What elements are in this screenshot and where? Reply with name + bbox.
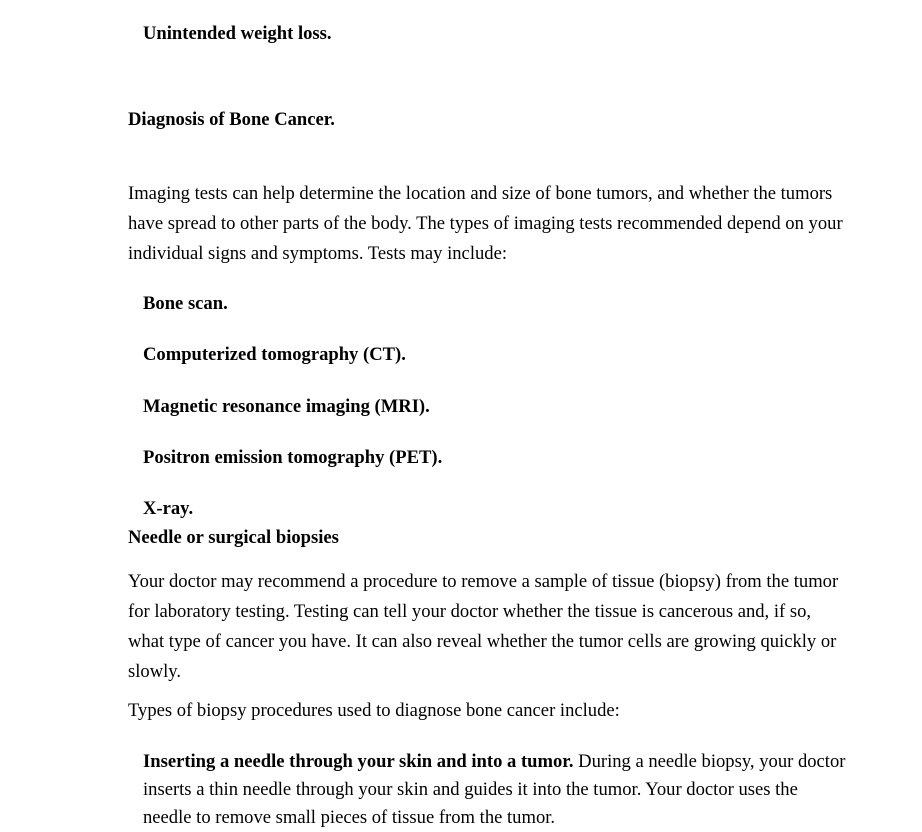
paragraph-line: individual signs and symptoms. Tests may include: [128, 243, 507, 264]
biopsy-item-line: inserts a thin needle through your skin and guides it into the tumor. Your doctor uses the [143, 779, 798, 800]
symptom-list-item: Unintended weight loss. [143, 23, 332, 44]
paragraph-line: slowly. [128, 661, 182, 682]
paragraph-line: for laboratory testing. Testing can tell your doctor whether the tissue is cancerous and, if so, [128, 601, 812, 622]
paragraph-line: Your doctor may recommend a procedure to remove a sample of tissue (biopsy) from the tumor [128, 571, 839, 592]
biopsy-list-item [143, 748, 913, 832]
biopsy-item-line: needle to remove small pieces of tissue from the tumor. [143, 807, 556, 828]
biopsy-types-intro: Types of biopsy procedures used to diagnose bone cancer include: [128, 700, 620, 721]
paragraph-line: Imaging tests can help determine the location and size of bone tumors, and whether the tumors [128, 183, 833, 204]
biopsy-item-line [143, 748, 913, 776]
biopsy-item-text: During a needle biopsy, your doctor [573, 751, 846, 772]
biopsy-heading: Needle or surgical biopsies [128, 527, 339, 548]
imaging-test-mri: Magnetic resonance imaging (MRI). [143, 396, 430, 417]
imaging-test-xray: X-ray. [143, 498, 194, 519]
imaging-test-ct: Computerized tomography (CT). [143, 344, 406, 365]
biopsy-item-lead: Inserting a needle through your skin and into a tumor. [143, 751, 574, 772]
imaging-test-pet: Positron emission tomography (PET). [143, 447, 443, 468]
paragraph-line: what type of cancer you have. It can also reveal whether the tumor cells are growing quickly or [128, 631, 837, 652]
paragraph-line: have spread to other parts of the body. The types of imaging tests recommended depend on your [128, 213, 843, 234]
imaging-intro-paragraph [128, 179, 908, 269]
diagnosis-heading: Diagnosis of Bone Cancer. [128, 109, 335, 130]
biopsy-intro-paragraph [128, 567, 908, 687]
imaging-test-bone-scan: Bone scan. [143, 293, 228, 314]
